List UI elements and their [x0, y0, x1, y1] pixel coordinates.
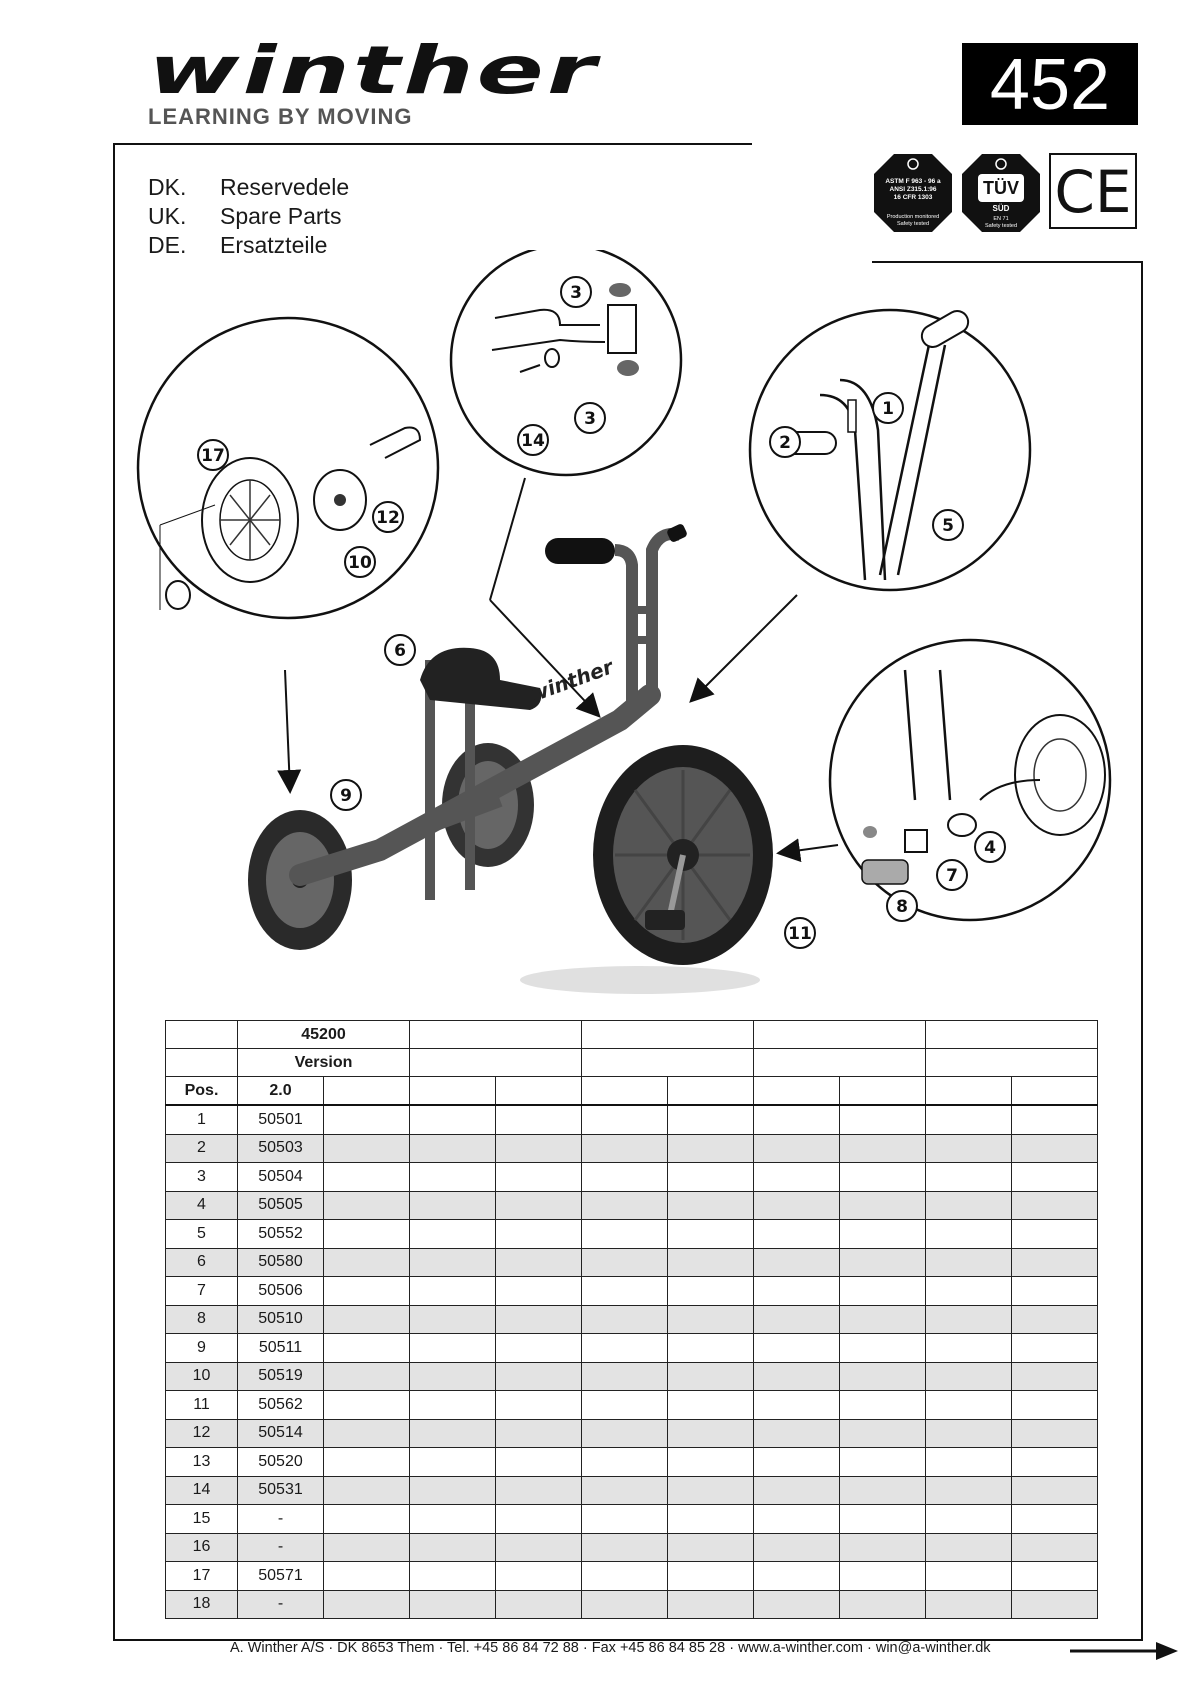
- empty-cell: [324, 1105, 410, 1134]
- svg-text:2: 2: [779, 433, 791, 453]
- empty-cell: [324, 1476, 410, 1505]
- empty-cell: [324, 1419, 410, 1448]
- astm-line: ANSI Z315.1:96: [889, 186, 937, 193]
- table-row: [166, 1248, 1098, 1277]
- empty-cell: [668, 1505, 754, 1534]
- empty-cell: [754, 1248, 840, 1277]
- empty-cell: [324, 1391, 410, 1420]
- empty-cell: [840, 1163, 926, 1192]
- table-row: [166, 1105, 1098, 1134]
- empty-cell: [926, 1134, 1012, 1163]
- empty-cell: [410, 1277, 496, 1306]
- empty-cell: [668, 1590, 754, 1619]
- empty-cell: [668, 1419, 754, 1448]
- row-part-number: 50511: [238, 1334, 324, 1363]
- empty-cell: [840, 1105, 926, 1134]
- row-part-number: 50501: [238, 1105, 324, 1134]
- pos-label: Pos.: [166, 1077, 238, 1106]
- empty-cell: [496, 1134, 582, 1163]
- empty-cell: [324, 1277, 410, 1306]
- empty-cell: [410, 1163, 496, 1192]
- empty-cell: [582, 1248, 668, 1277]
- astm-footer: Production monitored: [886, 214, 940, 220]
- exploded-view-illustration: [0, 250, 1190, 1010]
- empty-cell: [840, 1248, 926, 1277]
- table-row: [166, 1220, 1098, 1249]
- empty-cell: [582, 1105, 668, 1134]
- row-pos: 3: [166, 1163, 238, 1192]
- empty-cell: [410, 1305, 496, 1334]
- empty-cell: [324, 1305, 410, 1334]
- empty-cell: [840, 1277, 926, 1306]
- empty-cell: [410, 1391, 496, 1420]
- empty-cell: [840, 1505, 926, 1534]
- language-code: DK.: [148, 174, 187, 200]
- empty-cell: [668, 1305, 754, 1334]
- empty-cell: [496, 1590, 582, 1619]
- svg-text:1: 1: [882, 399, 894, 419]
- empty-cell: [496, 1533, 582, 1562]
- language-code: UK.: [148, 203, 187, 229]
- empty-cell: [668, 1362, 754, 1391]
- empty-cell: [926, 1562, 1012, 1591]
- row-part-number: 50520: [238, 1448, 324, 1477]
- row-pos: 7: [166, 1277, 238, 1306]
- empty-cell: [496, 1220, 582, 1249]
- empty-cell: [1012, 1476, 1098, 1505]
- empty-cell: [324, 1191, 410, 1220]
- svg-text:17: 17: [201, 446, 225, 466]
- leader-arrow: [285, 670, 290, 790]
- empty-cell: [496, 1476, 582, 1505]
- table-row: [166, 1391, 1098, 1420]
- empty-cell: [840, 1134, 926, 1163]
- row-pos: 15: [166, 1505, 238, 1534]
- row-pos: 8: [166, 1305, 238, 1334]
- empty-cell: [926, 1191, 1012, 1220]
- empty-cell: [754, 1362, 840, 1391]
- svg-text:10: 10: [348, 553, 372, 573]
- empty-cell: [668, 1533, 754, 1562]
- row-part-number: 50571: [238, 1562, 324, 1591]
- empty-cell: [840, 1476, 926, 1505]
- astm-line: 16 CFR 1303: [893, 194, 933, 201]
- callout-11: [785, 918, 815, 948]
- empty-cell: [496, 1505, 582, 1534]
- empty-cell: [1012, 1191, 1098, 1220]
- empty-cell: [840, 1448, 926, 1477]
- row-part-number: 50552: [238, 1220, 324, 1249]
- empty-cell: [410, 1105, 496, 1134]
- svg-text:6: 6: [394, 641, 406, 661]
- empty-cell: [410, 1505, 496, 1534]
- row-pos: 11: [166, 1391, 238, 1420]
- callout-1: [873, 393, 903, 423]
- empty-cell: [496, 1419, 582, 1448]
- table-row: [166, 1191, 1098, 1220]
- row-part-number: 50531: [238, 1476, 324, 1505]
- row-part-number: -: [238, 1590, 324, 1619]
- version-value: 2.0: [238, 1077, 324, 1106]
- empty-cell: [324, 1248, 410, 1277]
- empty-cell: [582, 1448, 668, 1477]
- empty-cell: [496, 1362, 582, 1391]
- callout-7: [937, 860, 967, 890]
- row-pos: 9: [166, 1334, 238, 1363]
- row-part-number: 50580: [238, 1248, 324, 1277]
- empty-cell: [754, 1305, 840, 1334]
- empty-cell: [926, 1391, 1012, 1420]
- empty-cell: [926, 1163, 1012, 1192]
- empty-cell: [1012, 1391, 1098, 1420]
- product-code: 45200: [238, 1021, 410, 1049]
- empty-cell: [754, 1448, 840, 1477]
- empty-cell: [496, 1391, 582, 1420]
- empty-cell: [926, 1305, 1012, 1334]
- empty-cell: [840, 1220, 926, 1249]
- svg-text:14: 14: [521, 431, 545, 451]
- row-part-number: 50519: [238, 1362, 324, 1391]
- empty-cell: [840, 1419, 926, 1448]
- empty-cell: [754, 1590, 840, 1619]
- tuv-mark: TÜV: [983, 178, 1019, 198]
- footer-contact: A. Winther A/S · DK 8653 Them · Tel. +45 86 84 72 88 · Fax +45 86 84 85 28 · www.a-winther.com · win@a-winther.dk: [230, 1640, 991, 1656]
- empty-cell: [1012, 1334, 1098, 1363]
- empty-cell: [1012, 1505, 1098, 1534]
- model-number: 452: [962, 43, 1138, 125]
- empty-cell: [1012, 1590, 1098, 1619]
- language-label: Ersatzteile: [220, 232, 328, 258]
- empty-cell: [410, 1448, 496, 1477]
- empty-cell: [324, 1448, 410, 1477]
- table-row: [166, 1277, 1098, 1306]
- callout-4: [975, 832, 1005, 862]
- row-pos: 16: [166, 1533, 238, 1562]
- callout-12: [373, 502, 403, 532]
- empty-cell: [754, 1163, 840, 1192]
- row-pos: 14: [166, 1476, 238, 1505]
- empty-cell: [496, 1191, 582, 1220]
- empty-cell: [582, 1191, 668, 1220]
- empty-cell: [1012, 1105, 1098, 1134]
- table-header-pos: [166, 1077, 1098, 1106]
- empty-cell: [324, 1505, 410, 1534]
- tuv-footer: Safety tested: [984, 223, 1018, 229]
- empty-cell: [1012, 1277, 1098, 1306]
- empty-cell: [410, 1590, 496, 1619]
- empty-cell: [840, 1362, 926, 1391]
- svg-text:7: 7: [946, 866, 958, 886]
- empty-cell: [410, 1220, 496, 1249]
- empty-cell: [926, 1105, 1012, 1134]
- svg-text:8: 8: [896, 897, 908, 917]
- row-pos: 6: [166, 1248, 238, 1277]
- empty-cell: [668, 1134, 754, 1163]
- empty-cell: [926, 1362, 1012, 1391]
- callout-6: [385, 635, 415, 665]
- empty-cell: [926, 1220, 1012, 1249]
- empty-cell: [668, 1105, 754, 1134]
- empty-cell: [496, 1248, 582, 1277]
- table-row: [166, 1590, 1098, 1619]
- empty-cell: [668, 1277, 754, 1306]
- table-row: [166, 1163, 1098, 1192]
- callout-5: [933, 510, 963, 540]
- empty-cell: [668, 1248, 754, 1277]
- empty-cell: [1012, 1362, 1098, 1391]
- empty-cell: [582, 1391, 668, 1420]
- empty-cell: [496, 1334, 582, 1363]
- empty-cell: [840, 1191, 926, 1220]
- table-row: [166, 1419, 1098, 1448]
- empty-cell: [410, 1334, 496, 1363]
- empty-cell: [324, 1134, 410, 1163]
- empty-cell: [324, 1362, 410, 1391]
- table-row: [166, 1134, 1098, 1163]
- empty-cell: [840, 1334, 926, 1363]
- row-part-number: 50505: [238, 1191, 324, 1220]
- empty-cell: [668, 1476, 754, 1505]
- svg-text:3: 3: [584, 409, 596, 429]
- empty-cell: [754, 1419, 840, 1448]
- table-row: [166, 1562, 1098, 1591]
- row-part-number: 50504: [238, 1163, 324, 1192]
- empty-cell: [410, 1562, 496, 1591]
- svg-text:5: 5: [942, 516, 954, 536]
- empty-cell: [1012, 1533, 1098, 1562]
- empty-cell: [582, 1163, 668, 1192]
- language-label: Spare Parts: [220, 203, 342, 229]
- empty-cell: [926, 1248, 1012, 1277]
- empty-cell: [754, 1476, 840, 1505]
- svg-text:12: 12: [376, 508, 400, 528]
- empty-cell: [840, 1391, 926, 1420]
- table-row: [166, 1476, 1098, 1505]
- language-row-uk: [148, 203, 341, 230]
- tuv-footer: EN 71: [993, 216, 1009, 222]
- empty-cell: [410, 1134, 496, 1163]
- table-row: [166, 1505, 1098, 1534]
- language-code: DE.: [148, 232, 187, 258]
- leader-arrow: [692, 595, 797, 700]
- version-label: Version: [238, 1049, 410, 1077]
- astm-footer: Safety tested: [896, 221, 930, 227]
- callout-3a: [561, 277, 591, 307]
- empty-cell: [754, 1391, 840, 1420]
- empty-cell: [926, 1590, 1012, 1619]
- table-row: [166, 1334, 1098, 1363]
- empty-cell: [926, 1533, 1012, 1562]
- empty-cell: [496, 1305, 582, 1334]
- frame-brand: winther: [526, 654, 617, 707]
- row-part-number: -: [238, 1533, 324, 1562]
- empty-cell: [754, 1533, 840, 1562]
- empty-cell: [582, 1590, 668, 1619]
- detail-pedal: [830, 640, 1110, 920]
- astm-badge: [874, 154, 952, 232]
- empty-cell: [668, 1391, 754, 1420]
- empty-cell: [1012, 1448, 1098, 1477]
- empty-cell: [840, 1590, 926, 1619]
- empty-cell: [754, 1134, 840, 1163]
- certification-badges: [870, 150, 1142, 236]
- empty-cell: [1012, 1419, 1098, 1448]
- empty-cell: [668, 1163, 754, 1192]
- callout-8: [887, 891, 917, 921]
- table-row: [166, 1362, 1098, 1391]
- brand-logo: winther: [148, 32, 599, 109]
- empty-cell: [668, 1562, 754, 1591]
- row-part-number: 50514: [238, 1419, 324, 1448]
- empty-cell: [754, 1334, 840, 1363]
- row-part-number: -: [238, 1505, 324, 1534]
- callout-2: [770, 427, 800, 457]
- table-row: [166, 1305, 1098, 1334]
- row-pos: 1: [166, 1105, 238, 1134]
- empty-cell: [324, 1533, 410, 1562]
- astm-line: ASTM F 963 - 96 a: [885, 178, 941, 185]
- empty-cell: [582, 1476, 668, 1505]
- empty-cell: [582, 1562, 668, 1591]
- row-pos: 10: [166, 1362, 238, 1391]
- empty-cell: [582, 1362, 668, 1391]
- empty-cell: [926, 1334, 1012, 1363]
- svg-text:4: 4: [984, 838, 996, 858]
- empty-cell: [668, 1334, 754, 1363]
- next-page-arrow-icon: [1068, 1640, 1180, 1662]
- row-part-number: 50510: [238, 1305, 324, 1334]
- empty-cell: [324, 1220, 410, 1249]
- empty-cell: [754, 1191, 840, 1220]
- empty-cell: [840, 1305, 926, 1334]
- empty-cell: [754, 1220, 840, 1249]
- empty-cell: [324, 1334, 410, 1363]
- table-row: [166, 1533, 1098, 1562]
- empty-cell: [410, 1248, 496, 1277]
- svg-text:3: 3: [570, 283, 582, 303]
- empty-cell: [582, 1134, 668, 1163]
- table-row: [166, 1448, 1098, 1477]
- row-pos: 12: [166, 1419, 238, 1448]
- detail-rear-wheel: [138, 318, 438, 618]
- tuv-sub: SÜD: [992, 204, 1010, 213]
- empty-cell: [410, 1533, 496, 1562]
- empty-cell: [496, 1105, 582, 1134]
- empty-cell: [1012, 1220, 1098, 1249]
- empty-cell: [324, 1590, 410, 1619]
- language-label: Reservedele: [220, 174, 350, 200]
- empty-cell: [582, 1220, 668, 1249]
- empty-cell: [496, 1163, 582, 1192]
- brand-tagline: LEARNING BY MOVING: [148, 104, 413, 129]
- row-pos: 2: [166, 1134, 238, 1163]
- empty-cell: [582, 1334, 668, 1363]
- empty-cell: [926, 1448, 1012, 1477]
- empty-cell: [668, 1220, 754, 1249]
- empty-cell: [410, 1362, 496, 1391]
- empty-cell: [754, 1562, 840, 1591]
- row-pos: 18: [166, 1590, 238, 1619]
- empty-cell: [754, 1505, 840, 1534]
- empty-cell: [496, 1277, 582, 1306]
- empty-cell: [410, 1476, 496, 1505]
- empty-cell: [324, 1163, 410, 1192]
- empty-cell: [926, 1419, 1012, 1448]
- empty-cell: [582, 1305, 668, 1334]
- empty-cell: [1012, 1562, 1098, 1591]
- callout-10: [345, 547, 375, 577]
- empty-cell: [1012, 1305, 1098, 1334]
- empty-cell: [926, 1476, 1012, 1505]
- row-pos: 17: [166, 1562, 238, 1591]
- empty-cell: [926, 1277, 1012, 1306]
- callout-9: [331, 780, 361, 810]
- empty-cell: [582, 1419, 668, 1448]
- empty-cell: [754, 1105, 840, 1134]
- empty-cell: [668, 1191, 754, 1220]
- empty-cell: [1012, 1248, 1098, 1277]
- row-pos: 4: [166, 1191, 238, 1220]
- empty-cell: [582, 1277, 668, 1306]
- empty-cell: [668, 1448, 754, 1477]
- leader-line: [490, 478, 525, 600]
- empty-cell: [840, 1533, 926, 1562]
- empty-cell: [496, 1562, 582, 1591]
- svg-text:11: 11: [788, 924, 812, 944]
- empty-cell: [582, 1533, 668, 1562]
- callout-14: [518, 425, 548, 455]
- empty-cell: [1012, 1163, 1098, 1192]
- language-row-dk: [148, 174, 349, 201]
- callout-3b: [575, 403, 605, 433]
- empty-cell: [410, 1191, 496, 1220]
- table-header-product: [166, 1021, 1098, 1049]
- row-pos: 5: [166, 1220, 238, 1249]
- empty-cell: [1012, 1134, 1098, 1163]
- empty-cell: [410, 1419, 496, 1448]
- empty-cell: [926, 1505, 1012, 1534]
- tuv-badge: [962, 154, 1040, 232]
- ce-mark: CE: [1054, 158, 1132, 226]
- ce-badge: [1050, 154, 1136, 228]
- empty-cell: [840, 1562, 926, 1591]
- leader-arrow: [780, 845, 838, 853]
- row-part-number: 50503: [238, 1134, 324, 1163]
- empty-cell: [496, 1448, 582, 1477]
- row-part-number: 50562: [238, 1391, 324, 1420]
- empty-cell: [324, 1562, 410, 1591]
- row-pos: 13: [166, 1448, 238, 1477]
- empty-cell: [582, 1505, 668, 1534]
- table-header-version: [166, 1049, 1098, 1077]
- callout-17: [198, 440, 228, 470]
- empty-cell: [754, 1277, 840, 1306]
- svg-text:9: 9: [340, 786, 352, 806]
- spare-parts-table: [165, 1020, 1098, 1619]
- row-part-number: 50506: [238, 1277, 324, 1306]
